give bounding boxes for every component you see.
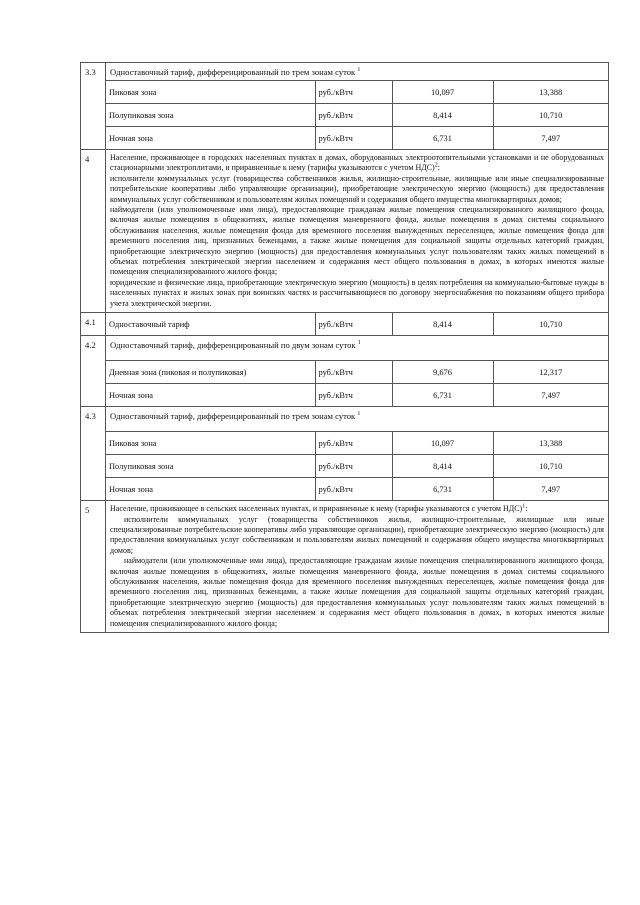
section-text (106, 150, 608, 312)
rate-1: 10,097 (392, 432, 493, 455)
section-3-3 (81, 63, 609, 150)
paragraph: юридические и физические лица, приобретающие электрическую энергию (мощность) в целях потребления на коммунально-бытовые нужды в населенных пунктах и жилых зонах при воинских частях и рассчитывающиеся по договору энергоснабжения по показаниям общего прибора учета электрической энергии. (110, 277, 604, 308)
section-5 (81, 501, 609, 633)
unit: руб./кВтч (315, 455, 392, 478)
zone-name: Дневная зона (пиковая и полупиковая) (106, 361, 315, 384)
row-number: 3.3 (81, 63, 106, 150)
paragraph: наймодатели (или уполномоченные ими лица), предоставляющие гражданам жилые помещения специализированного жилищного фонда, включая жилые помещения в общежитиях, жилые помещения маневренного фонда, жилые помещения в домах системы социального обслуживания населения, жилые помещения фонда для временного поселения вынужденных переселенцев, жилые помещения фонда для временного поселения лиц, признанных беженцами, а также жилые помещения для социальной защиты отдельных категорий граждан, приобретающие электрическую энергию (мощность) для предоставления коммунальных услуг пользователям таких жилых помещений в объемах потребления электрической энергии населением и содержания мест общего пользования в домах, в которых имеются жилые помещения специализированного жилого фонда; (110, 556, 604, 628)
unit: руб./кВтч (315, 478, 392, 501)
unit: руб./кВтч (315, 432, 392, 455)
tariff-table (80, 62, 609, 633)
zone-rates (106, 431, 608, 500)
paragraph: наймодатели (или уполномоченные ими лица), предоставляющие гражданам жилые помещения специализированного жилищного фонда, включая жилые помещения в общежитиях, жилые помещения маневренного фонда, жилые помещения в домах системы социального обслуживания населения, жилые помещения фонда для временного поселения вынужденных переселенцев, жилые помещения фонда для временного поселения лиц, признанных беженцами, а также жилые помещения для социальной защиты отдельных категорий граждан, приобретающие электрическую энергию (мощность) для предоставления коммунальных услуг пользователям таких жилых помещений в объемах потребления электрической энергии населением и содержания мест общего пользования в домах, в которых имеются жилые помещения специализированного жилого фонда; (110, 205, 604, 277)
rate-1: 6,731 (392, 384, 493, 407)
zone-rates (106, 360, 608, 406)
row-number: 4.3 (81, 407, 106, 501)
rate-2: 10,710 (493, 455, 608, 478)
zone-name: Ночная зона (106, 478, 315, 501)
unit: руб./кВтч (315, 361, 392, 384)
zone-row (106, 361, 608, 384)
section-title: Одноставочный тариф, дифференцированный по трем зонам суток $^1$ (110, 411, 361, 422)
zone-name: Ночная зона (106, 384, 315, 407)
section-4-2 (81, 336, 609, 407)
section-text (106, 501, 608, 632)
rate-1: 9,676 (392, 361, 493, 384)
zone-name: Полупиковая зона (106, 104, 315, 127)
zone-row (106, 432, 608, 455)
rate-2: 13,388 (493, 432, 608, 455)
section-title: Одноставочный тариф, дифференцированный по трем зонам суток $^1$ (110, 67, 361, 77)
unit: руб./кВтч (315, 127, 392, 150)
paragraph: исполнители коммунальных услуг (товарищества собственников жилья, жилищно-строительные, жилищные или иные специализированные потребительские кооперативы либо управляющие организации), приобретающие электрическую энергию (мощность) для предоставления коммунальных услуг собственникам и пользователям жилых помещений и содержания общего имущества многоквартирных домов; (110, 514, 604, 555)
intro-text: Население, проживающее в городских населенных пунктах в домах, оборудованных электроотопительными установками и не оборудованных стационарными электроплитами, и приравненные к нему (тарифы указываются с учетом НДС)$^2$: (110, 153, 604, 173)
unit: руб./кВтч (315, 104, 392, 127)
row-number: 4 (81, 150, 106, 313)
row-number: 4.1 (81, 313, 106, 336)
zone-row (106, 478, 608, 501)
unit: руб./кВтч (315, 313, 392, 335)
rate-2: 7,497 (493, 127, 608, 150)
rate-1: 8,414 (392, 104, 493, 127)
zone-row (106, 81, 608, 104)
unit: руб./кВтч (315, 81, 392, 104)
rate-2: 7,497 (493, 478, 608, 501)
section-title: Одноставочный тариф, дифференцированный по двум зонам суток $^1$ (110, 340, 361, 351)
tariff-name: Одноставочный тариф (106, 313, 315, 335)
rate-2: 7,497 (493, 384, 608, 407)
rate-2: 10,710 (493, 104, 608, 127)
rate-row (106, 313, 608, 335)
row-number: 5 (81, 501, 106, 633)
section-4 (81, 150, 609, 313)
zone-row (106, 104, 608, 127)
rate-1: 6,731 (392, 127, 493, 150)
rate-1: 8,414 (392, 455, 493, 478)
zone-name: Ночная зона (106, 127, 315, 150)
intro-text: Население, проживающее в сельских населенных пунктах, и приравненные к нему (тарифы указываются с учетом НДС)$^1$: (110, 503, 528, 514)
rate-1: 8,414 (392, 313, 493, 335)
section-4-3 (81, 407, 609, 501)
zone-row (106, 384, 608, 407)
rate-2: 10,710 (539, 319, 563, 329)
paragraph: исполнители коммунальных услуг (товарищества собственников жилья, жилищно-строительные, жилищные или иные специализированные потребительские кооперативы либо управляющие организации), приобретающие электрическую энергию (мощность) для предоставления коммунальных услуг собственникам и пользователям жилых помещений и содержания общего имущества многоквартирных домов; (110, 173, 604, 204)
rate-2: 13,388 (493, 81, 608, 104)
rate-1: 10,097 (392, 81, 493, 104)
zone-row (106, 455, 608, 478)
section-4-1 (81, 313, 609, 336)
zone-name: Полупиковая зона (106, 455, 315, 478)
zone-rates (106, 80, 608, 149)
zone-row (106, 127, 608, 150)
tariff-document-page (80, 62, 609, 633)
rate-1: 6,731 (392, 478, 493, 501)
unit: руб./кВтч (315, 384, 392, 407)
zone-name: Пиковая зона (106, 81, 315, 104)
row-number: 4.2 (81, 336, 106, 407)
single-rate (106, 313, 608, 335)
zone-name: Пиковая зона (106, 432, 315, 455)
rate-2: 12,317 (493, 361, 608, 384)
